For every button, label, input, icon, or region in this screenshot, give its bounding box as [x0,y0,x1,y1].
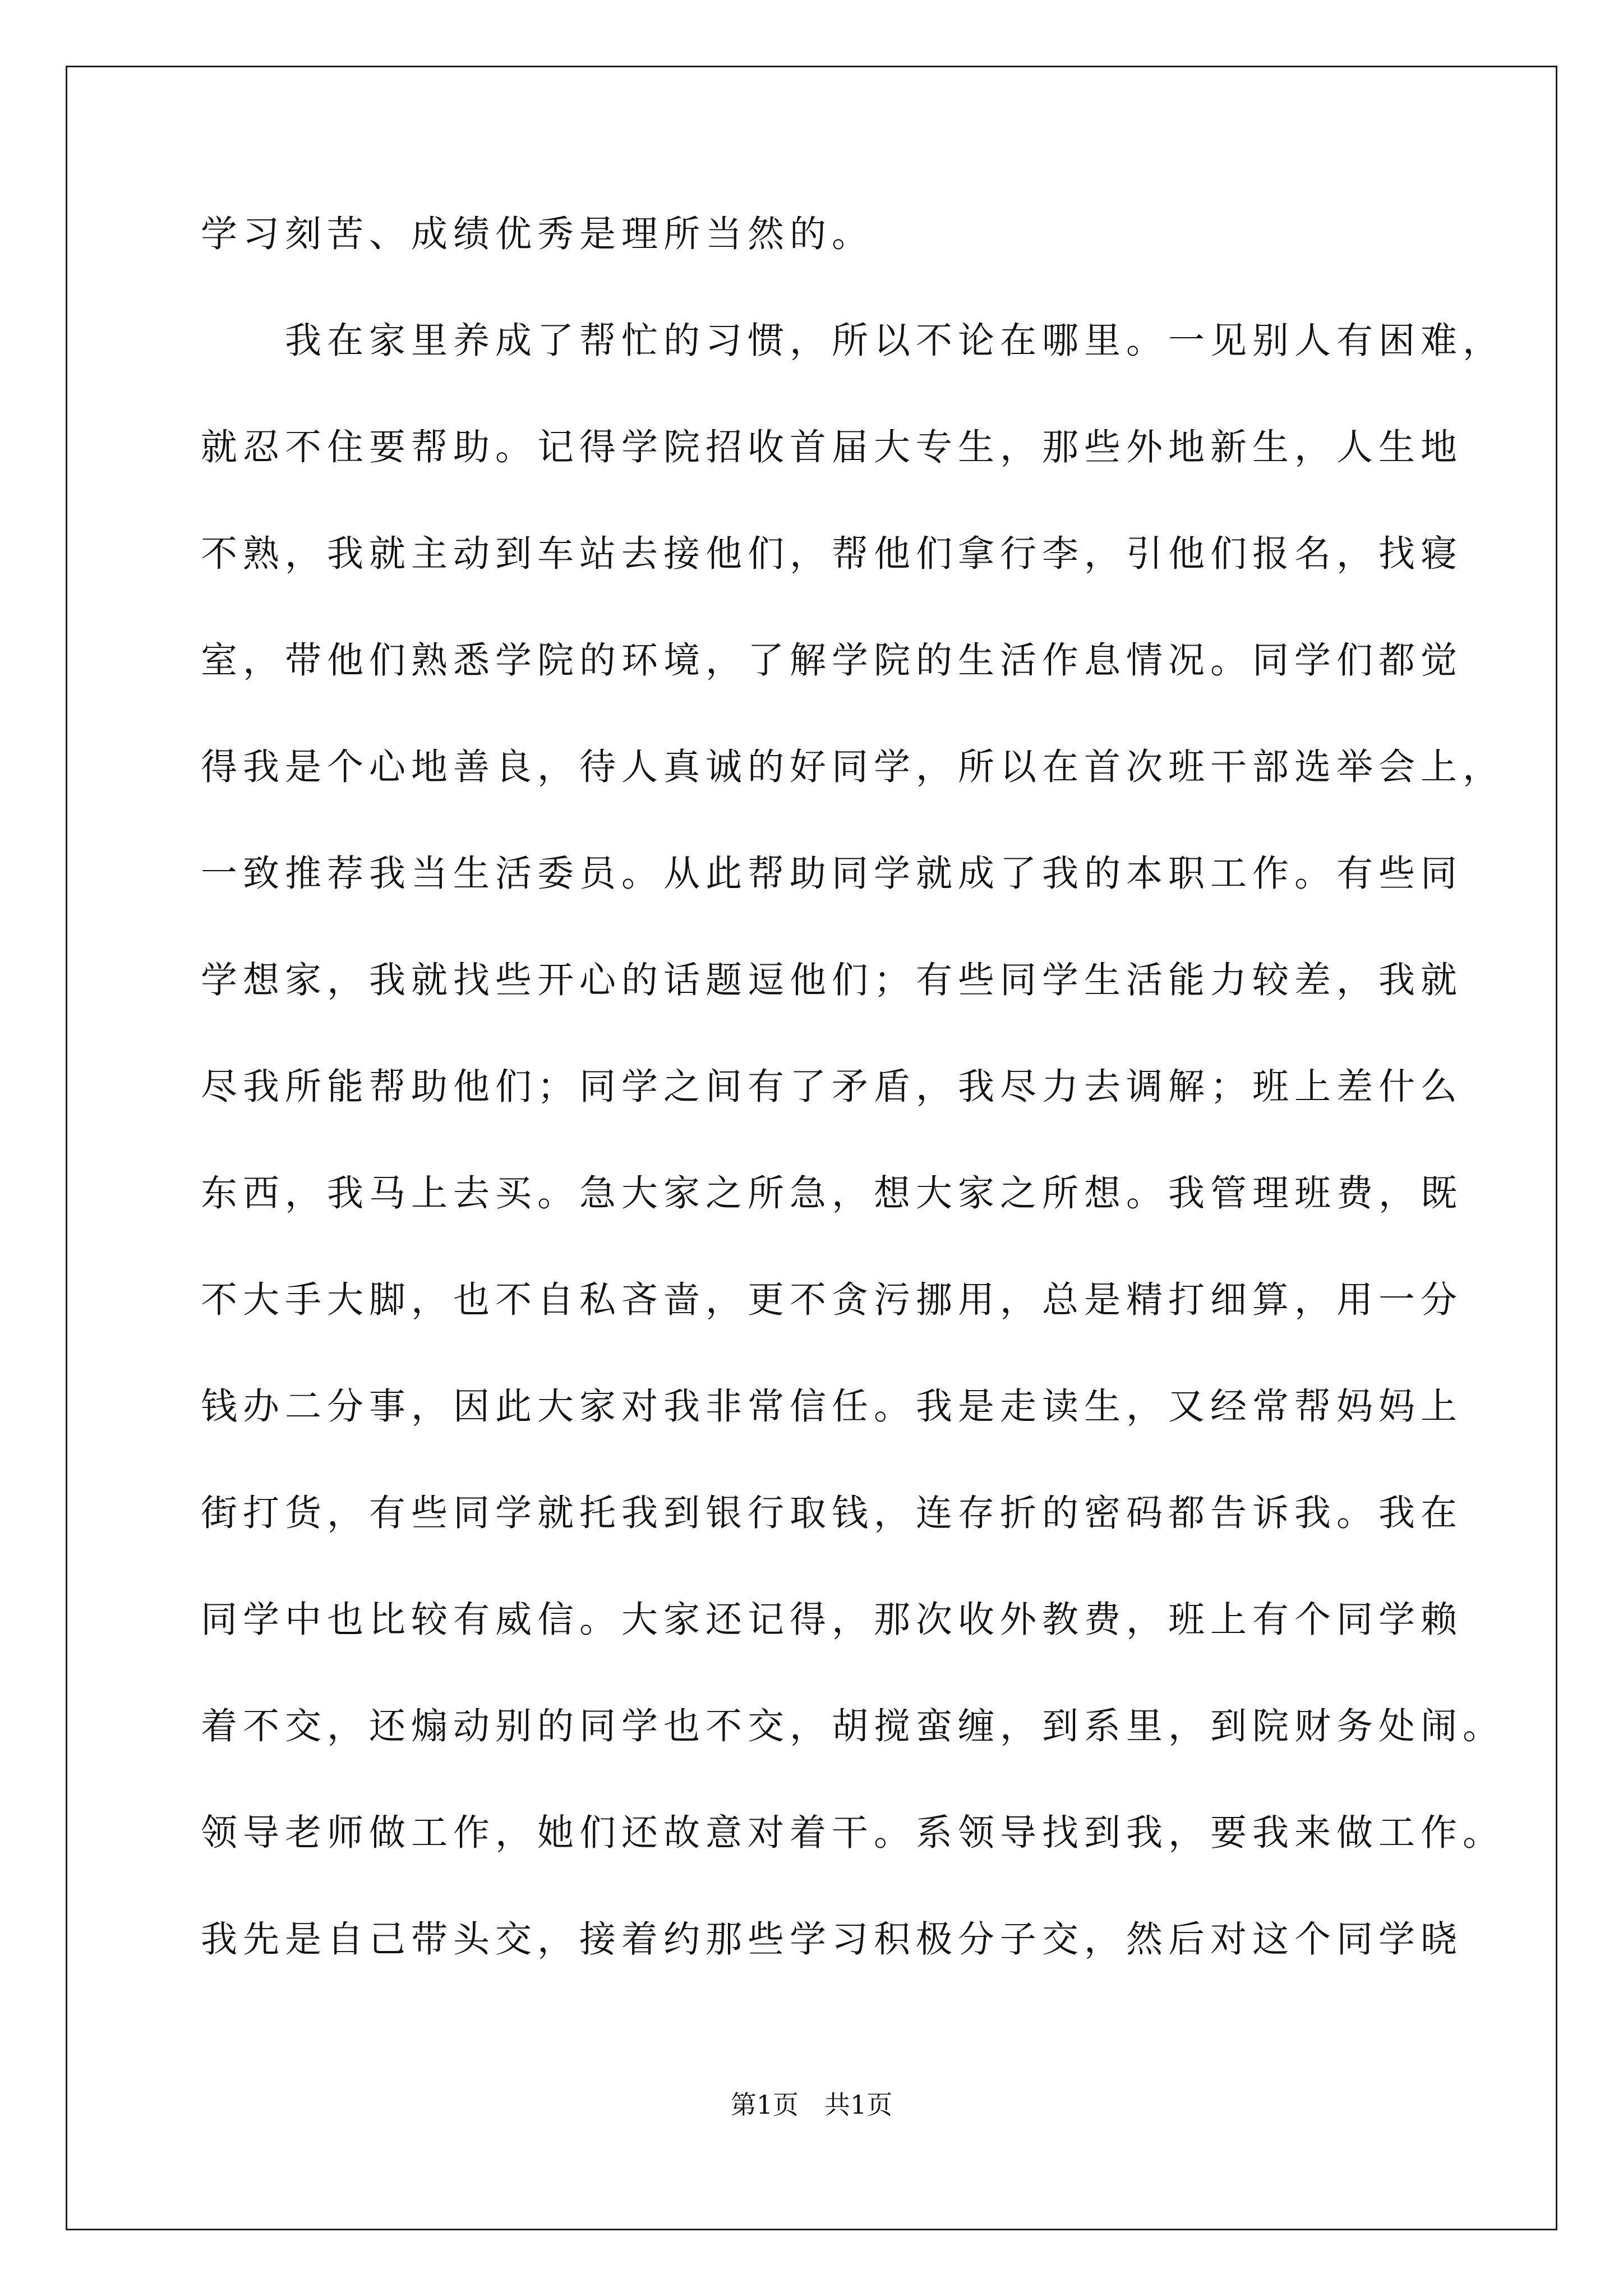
text-line: 得我是个心地善良，待人真诚的好同学，所以在首次班干部选举会上， [201,746,1505,788]
page-number: 第1页 共1页 [730,2090,893,2120]
text-line: 钱办二分事，因此大家对我非常信任。我是走读生，又经常帮妈妈上 [201,1386,1463,1428]
text-line: 室，带他们熟悉学院的环境，了解学院的生活作息情况。同学们都觉 [201,639,1463,682]
text-line: 我在家里养成了帮忙的习惯，所以不论在哪里。一见别人有困难， [201,320,1505,362]
text-line: 我先是自己带头交，接着约那些学习积极分子交，然后对这个同学晓 [201,1918,1463,1961]
text-line: 尽我所能帮助他们；同学之间有了矛盾，我尽力去调解；班上差什么 [201,1066,1463,1108]
text-line: 不熟，我就主动到车站去接他们，帮他们拿行李，引他们报名，找寝 [201,533,1463,575]
text-line: 街打货，有些同学就托我到银行取钱，连存折的密码都告诉我。我在 [201,1492,1463,1534]
text-line: 同学中也比较有威信。大家还记得，那次收外教费，班上有个同学赖 [201,1599,1463,1641]
text-line: 学习刻苦、成绩优秀是理所当然的。 [201,213,874,255]
text-line: 着不交，还煽动别的同学也不交，胡搅蛮缠，到系里，到院财务处闹。 [201,1705,1505,1747]
text-line: 领导老师做工作，她们还故意对着干。系领导找到我，要我来做工作。 [201,1812,1505,1854]
text-line: 学想家，我就找些开心的话题逗他们；有些同学生活能力较差，我就 [201,959,1463,1001]
text-line: 一致推荐我当生活委员。从此帮助同学就成了我的本职工作。有些同 [201,853,1463,895]
text-line: 不大手大脚，也不自私吝啬，更不贪污挪用，总是精打细算，用一分 [201,1279,1463,1321]
page-border [66,66,1557,2230]
text-line: 东西，我马上去买。急大家之所急，想大家之所想。我管理班费，既 [201,1172,1463,1214]
text-line: 就忍不住要帮助。记得学院招收首届大专生，那些外地新生，人生地 [201,426,1463,468]
